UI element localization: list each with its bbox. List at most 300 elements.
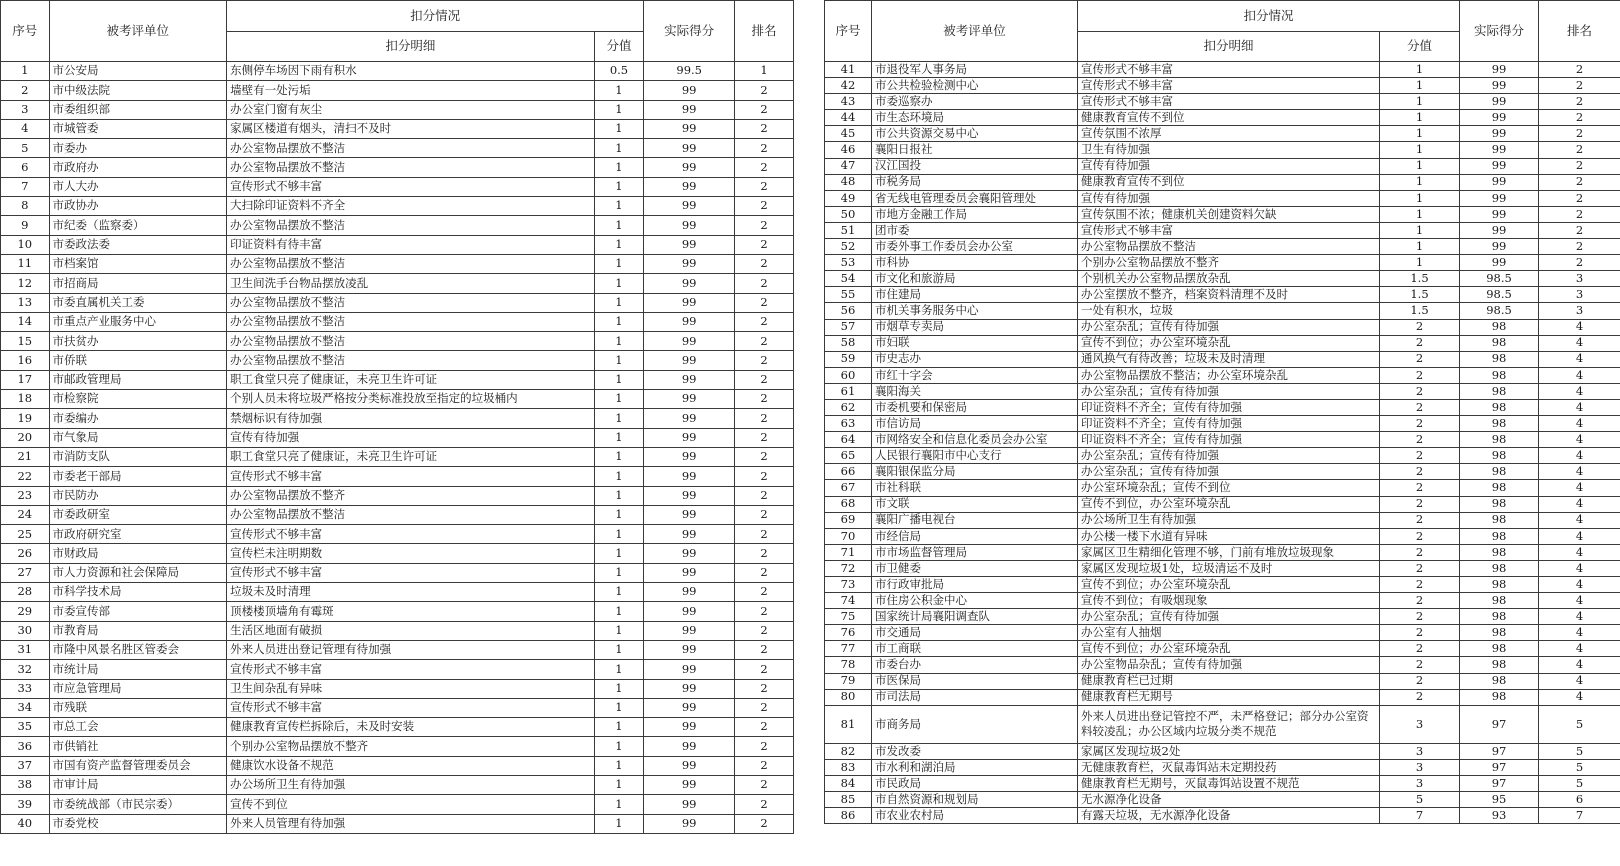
rank-cell: 2 [735,390,794,409]
actual-score-cell: 99 [1460,190,1539,206]
table-row [825,62,1620,78]
unit-cell: 市交通局 [872,625,1078,641]
seq-cell: 14 [1,312,50,331]
unit-cell: 市国有资产监督管理委员会 [49,756,227,775]
points-cell: 2 [1380,448,1460,464]
rank-cell: 4 [1539,448,1620,464]
points-cell: 1 [594,158,644,177]
detail-cell: 办公室环境杂乱；宣传不到位 [1078,480,1380,496]
table-row [825,190,1620,206]
table-row [1,505,794,524]
table-row [1,428,794,447]
rank-cell: 2 [1539,126,1620,142]
detail-cell: 办公室杂乱；宣传有待加强 [1078,383,1380,399]
seq-cell: 32 [1,660,50,679]
actual-score-cell: 99 [644,274,735,293]
detail-cell: 个别人员未将垃圾严格按分类标准投放至指定的垃圾桶内 [227,390,595,409]
table-row [1,467,794,486]
seq-cell: 68 [825,496,872,512]
points-cell: 2 [1380,496,1460,512]
rank-cell: 4 [1539,512,1620,528]
seq-cell: 63 [825,416,872,432]
rank-cell: 2 [1539,174,1620,190]
seq-cell: 73 [825,577,872,593]
points-cell: 2 [1380,560,1460,576]
unit-cell: 市委外事工作委员会办公室 [872,239,1078,255]
unit-cell: 市地方金融工作局 [872,206,1078,222]
rank-cell: 2 [1539,222,1620,238]
rank-cell: 2 [735,139,794,158]
actual-score-cell: 99 [644,216,735,235]
table-row [1,525,794,544]
table-row [825,593,1620,609]
actual-score-cell: 99 [1460,174,1539,190]
detail-cell: 办公室物品摆放不整洁 [227,351,595,370]
detail-cell: 宣传氛围不浓厚 [1078,126,1380,142]
unit-cell: 市应急管理局 [49,679,227,698]
seq-cell: 7 [1,177,50,196]
seq-cell: 35 [1,718,50,737]
points-cell: 2 [1380,351,1460,367]
points-cell: 1 [594,370,644,389]
detail-cell: 印证资料不齐全；宣传有待加强 [1078,399,1380,415]
detail-cell: 健康教育栏无期号 [1078,689,1380,705]
detail-cell: 顶楼楼顶墙角有霉斑 [227,602,595,621]
detail-cell: 健康饮水设备不规范 [227,756,595,775]
detail-cell: 职工食堂只亮了健康证，未亮卫生许可证 [227,370,595,389]
unit-cell: 人民银行襄阳市中心支行 [872,448,1078,464]
actual-score-cell: 99 [644,390,735,409]
header-deduction-detail: 扣分明细 [227,32,595,62]
header-seq: 序号 [825,1,872,62]
points-cell: 2 [1380,673,1460,689]
points-cell: 2 [1380,593,1460,609]
actual-score-cell: 98 [1460,399,1539,415]
points-cell: 1 [594,602,644,621]
rank-cell: 3 [1539,271,1620,287]
table-row [825,808,1620,824]
rank-cell: 2 [735,621,794,640]
table-row [825,78,1620,94]
unit-cell: 市检察院 [49,390,227,409]
unit-cell: 市政府办 [49,158,227,177]
actual-score-cell: 99 [1460,206,1539,222]
unit-cell: 市发改委 [872,743,1078,759]
points-cell: 3 [1380,705,1460,743]
table-row [825,625,1620,641]
detail-cell: 卫生有待加强 [1078,142,1380,158]
actual-score-cell: 98 [1460,383,1539,399]
unit-cell: 市委直属机关工委 [49,293,227,312]
table-row [1,447,794,466]
detail-cell: 家属区发现垃圾2处 [1078,743,1380,759]
seq-cell: 39 [1,795,50,814]
seq-cell: 82 [825,743,872,759]
rank-cell: 4 [1539,641,1620,657]
table-row [825,432,1620,448]
rank-cell: 2 [735,351,794,370]
unit-cell: 市卫健委 [872,560,1078,576]
table-row [1,177,794,196]
unit-cell: 市重点产业服务中心 [49,312,227,331]
points-cell: 7 [1380,808,1460,824]
points-cell: 1 [594,583,644,602]
unit-cell: 市邮政管理局 [49,370,227,389]
rank-cell: 2 [735,428,794,447]
actual-score-cell: 99 [1460,126,1539,142]
actual-score-cell: 99 [644,486,735,505]
table-row [1,563,794,582]
detail-cell: 印证资料有待丰富 [227,235,595,254]
rank-cell: 2 [1539,206,1620,222]
rank-cell: 2 [735,100,794,119]
detail-cell: 个别办公室物品摆放不整齐 [227,737,595,756]
unit-cell: 市气象局 [49,428,227,447]
detail-cell: 办公室摆放不整齐，档案资料清理不及时 [1078,287,1380,303]
rank-cell: 5 [1539,759,1620,775]
seq-cell: 21 [1,447,50,466]
rank-cell: 2 [735,583,794,602]
seq-cell: 29 [1,602,50,621]
table-row [825,303,1620,319]
rank-cell: 2 [735,158,794,177]
rank-cell: 4 [1539,673,1620,689]
points-cell: 1 [594,197,644,216]
unit-cell: 市民防办 [49,486,227,505]
actual-score-cell: 99 [644,660,735,679]
actual-score-cell: 99 [644,718,735,737]
actual-score-cell: 98 [1460,577,1539,593]
points-cell: 1 [594,467,644,486]
seq-cell: 54 [825,271,872,287]
rank-cell: 5 [1539,743,1620,759]
actual-score-cell: 99 [644,81,735,100]
detail-cell: 宣传氛围不浓；健康机关创建资料欠缺 [1078,206,1380,222]
actual-score-cell: 98 [1460,528,1539,544]
actual-score-cell: 99 [644,544,735,563]
seq-cell: 86 [825,808,872,824]
detail-cell: 办公室物品摆放不整洁 [1078,239,1380,255]
unit-cell: 市委宣传部 [49,602,227,621]
unit-cell: 汉江国投 [872,158,1078,174]
unit-cell: 市侨联 [49,351,227,370]
detail-cell: 生活区地面有破损 [227,621,595,640]
seq-cell: 84 [825,775,872,791]
header-deduction-detail: 扣分明细 [1078,32,1380,62]
unit-cell: 市农业农村局 [872,808,1078,824]
detail-cell: 外来人员进出登记管控不严，未严格登记；部分办公室资料较凌乱；办公区域内垃圾分类不规范 [1078,705,1380,743]
points-cell: 1 [1380,255,1460,271]
unit-cell: 市消防支队 [49,447,227,466]
points-cell: 2 [1380,544,1460,560]
actual-score-cell: 99 [644,409,735,428]
actual-score-cell: 99 [644,158,735,177]
unit-cell: 市委办 [49,139,227,158]
detail-cell: 宣传形式不够丰富 [1078,222,1380,238]
rank-cell: 2 [735,235,794,254]
points-cell: 1 [1380,62,1460,78]
detail-cell: 宣传形式不够丰富 [1078,78,1380,94]
points-cell: 1 [1380,239,1460,255]
points-cell: 3 [1380,775,1460,791]
unit-cell: 市委组织部 [49,100,227,119]
seq-cell: 69 [825,512,872,528]
table-row [1,81,794,100]
unit-cell: 市财政局 [49,544,227,563]
table-row [825,335,1620,351]
unit-cell: 市审计局 [49,775,227,794]
points-cell: 1 [594,795,644,814]
seq-cell: 80 [825,689,872,705]
actual-score-cell: 98 [1460,689,1539,705]
seq-cell: 40 [1,814,50,833]
unit-cell: 市红十字会 [872,367,1078,383]
points-cell: 2 [1380,609,1460,625]
actual-score-cell: 99 [644,756,735,775]
seq-cell: 4 [1,119,50,138]
table-row [1,158,794,177]
rank-cell: 2 [735,660,794,679]
detail-cell: 办公室有人抽烟 [1078,625,1380,641]
actual-score-cell: 93 [1460,808,1539,824]
seq-cell: 58 [825,335,872,351]
points-cell: 1.5 [1380,271,1460,287]
rank-cell: 2 [735,505,794,524]
detail-cell: 宣传栏未注明期数 [227,544,595,563]
points-cell: 1 [594,447,644,466]
points-cell: 1 [594,775,644,794]
rank-cell: 6 [1539,792,1620,808]
detail-cell: 宣传不到位；有吸烟现象 [1078,593,1380,609]
rank-cell: 2 [1539,78,1620,94]
seq-cell: 65 [825,448,872,464]
actual-score-cell: 99 [644,814,735,833]
unit-cell: 市民政局 [872,775,1078,791]
detail-cell: 宣传不到位；办公室环境杂乱 [1078,577,1380,593]
detail-cell: 宣传形式不够丰富 [1078,94,1380,110]
points-cell: 2 [1380,432,1460,448]
points-cell: 1 [594,100,644,119]
seq-cell: 59 [825,351,872,367]
unit-cell: 市委政研室 [49,505,227,524]
score-table-left [0,0,794,834]
points-cell: 1 [594,737,644,756]
actual-score-cell: 99.5 [644,62,735,81]
seq-cell: 57 [825,319,872,335]
detail-cell: 家属区卫生精细化管理不够，门前有堆放垃圾现象 [1078,544,1380,560]
unit-cell: 市委政法委 [49,235,227,254]
detail-cell: 办公室物品摆放不整洁 [227,216,595,235]
seq-cell: 71 [825,544,872,560]
actual-score-cell: 99 [644,428,735,447]
seq-cell: 43 [825,94,872,110]
actual-score-cell: 99 [644,621,735,640]
table-row [1,756,794,775]
table-row [1,119,794,138]
points-cell: 1 [594,544,644,563]
seq-cell: 11 [1,254,50,273]
rank-cell: 4 [1539,560,1620,576]
table-row [825,383,1620,399]
rank-cell: 2 [1539,94,1620,110]
actual-score-cell: 99 [1460,78,1539,94]
rank-cell: 2 [1539,190,1620,206]
rank-cell: 2 [1539,158,1620,174]
rank-cell: 4 [1539,528,1620,544]
unit-cell: 市机关事务服务中心 [872,303,1078,319]
detail-cell: 办公室物品摆放不整洁 [227,254,595,273]
detail-cell: 家属区楼道有烟头，清扫不及时 [227,119,595,138]
table-row [825,174,1620,190]
actual-score-cell: 99 [644,640,735,659]
points-cell: 1 [594,216,644,235]
table-row [825,560,1620,576]
points-cell: 2 [1380,464,1460,480]
points-cell: 1 [1380,94,1460,110]
points-cell: 1 [594,81,644,100]
detail-cell: 办公室物品摆放不整洁 [227,139,595,158]
points-cell: 2 [1380,577,1460,593]
table-row [825,126,1620,142]
detail-cell: 办公场所卫生有待加强 [227,775,595,794]
actual-score-cell: 98 [1460,480,1539,496]
detail-cell: 外来人员进出登记管理有待加强 [227,640,595,659]
seq-cell: 26 [1,544,50,563]
detail-cell: 墙壁有一处污垢 [227,81,595,100]
rank-cell: 4 [1539,689,1620,705]
rank-cell: 4 [1539,609,1620,625]
actual-score-cell: 99 [644,139,735,158]
header-actual-score: 实际得分 [1460,1,1539,62]
points-cell: 1 [594,679,644,698]
rank-cell: 7 [1539,808,1620,824]
points-cell: 3 [1380,759,1460,775]
seq-cell: 53 [825,255,872,271]
table-row [825,142,1620,158]
unit-cell: 市市场监督管理局 [872,544,1078,560]
rank-cell: 2 [735,679,794,698]
unit-cell: 市科学技术局 [49,583,227,602]
points-cell: 2 [1380,335,1460,351]
actual-score-cell: 99 [644,525,735,544]
header-unit: 被考评单位 [49,1,227,62]
seq-cell: 51 [825,222,872,238]
detail-cell: 家属区发现垃圾1处，垃圾清运不及时 [1078,560,1380,576]
table-row [825,657,1620,673]
table-row [825,759,1620,775]
unit-cell: 市委巡察办 [872,94,1078,110]
unit-cell: 襄阳海关 [872,383,1078,399]
detail-cell: 宣传有待加强 [1078,190,1380,206]
seq-cell: 34 [1,698,50,717]
table-row [1,62,794,81]
detail-cell: 无健康教育栏，灭鼠毒饵站未定期投药 [1078,759,1380,775]
rank-cell: 2 [735,698,794,717]
table-row [1,679,794,698]
unit-cell: 市委党校 [49,814,227,833]
points-cell: 1 [1380,174,1460,190]
table-row [825,416,1620,432]
actual-score-cell: 99 [1460,94,1539,110]
table-row [825,544,1620,560]
table-row [825,673,1620,689]
unit-cell: 市委机要和保密局 [872,399,1078,415]
rank-cell: 2 [735,332,794,351]
detail-cell: 卫生间洗手台物品摆放凌乱 [227,274,595,293]
unit-cell: 市自然资源和规划局 [872,792,1078,808]
table-row [1,390,794,409]
unit-cell: 市政协办 [49,197,227,216]
seq-cell: 23 [1,486,50,505]
rank-cell: 2 [735,370,794,389]
detail-cell: 个别办公室物品摆放不整齐 [1078,255,1380,271]
seq-cell: 31 [1,640,50,659]
actual-score-cell: 99 [644,679,735,698]
points-cell: 1.5 [1380,303,1460,319]
actual-score-cell: 99 [644,351,735,370]
unit-cell: 市烟草专卖局 [872,319,1078,335]
seq-cell: 79 [825,673,872,689]
detail-cell: 办公室杂乱；宣传有待加强 [1078,448,1380,464]
unit-cell: 市退役军人事务局 [872,62,1078,78]
unit-cell: 市中级法院 [49,81,227,100]
table-row [825,480,1620,496]
rank-cell: 2 [735,544,794,563]
actual-score-cell: 97 [1460,759,1539,775]
detail-cell: 宣传有待加强 [227,428,595,447]
seq-cell: 85 [825,792,872,808]
table-row [825,609,1620,625]
rank-cell: 2 [735,293,794,312]
header-seq: 序号 [1,1,50,62]
actual-score-cell: 99 [1460,239,1539,255]
actual-score-cell: 99 [644,293,735,312]
detail-cell: 宣传形式不够丰富 [227,660,595,679]
detail-cell: 职工食堂只亮了健康证，未亮卫生许可证 [227,447,595,466]
points-cell: 1 [594,505,644,524]
rank-cell: 5 [1539,775,1620,791]
unit-cell: 市扶贫办 [49,332,227,351]
detail-cell: 宣传形式不够丰富 [1078,62,1380,78]
unit-cell: 市委统战部（市民宗委） [49,795,227,814]
table-row [825,319,1620,335]
detail-cell: 印证资料不齐全；宣传有待加强 [1078,432,1380,448]
table-row [1,293,794,312]
seq-cell: 18 [1,390,50,409]
rank-cell: 2 [735,197,794,216]
actual-score-cell: 99 [1460,142,1539,158]
rank-cell: 2 [735,795,794,814]
points-cell: 1 [594,814,644,833]
table-row [1,370,794,389]
detail-cell: 健康教育宣传栏拆除后，未及时安装 [227,718,595,737]
table-row [1,216,794,235]
header-rank: 排名 [1539,1,1620,62]
table-row [825,705,1620,743]
rank-cell: 2 [735,409,794,428]
actual-score-cell: 99 [644,197,735,216]
seq-cell: 8 [1,197,50,216]
rank-cell: 2 [735,737,794,756]
actual-score-cell: 97 [1460,705,1539,743]
points-cell: 1 [594,718,644,737]
rank-cell: 2 [735,254,794,273]
rank-cell: 4 [1539,319,1620,335]
header-deduction: 扣分情况 [1078,1,1460,32]
actual-score-cell: 98 [1460,593,1539,609]
rank-cell: 2 [735,274,794,293]
unit-cell: 市政府研究室 [49,525,227,544]
